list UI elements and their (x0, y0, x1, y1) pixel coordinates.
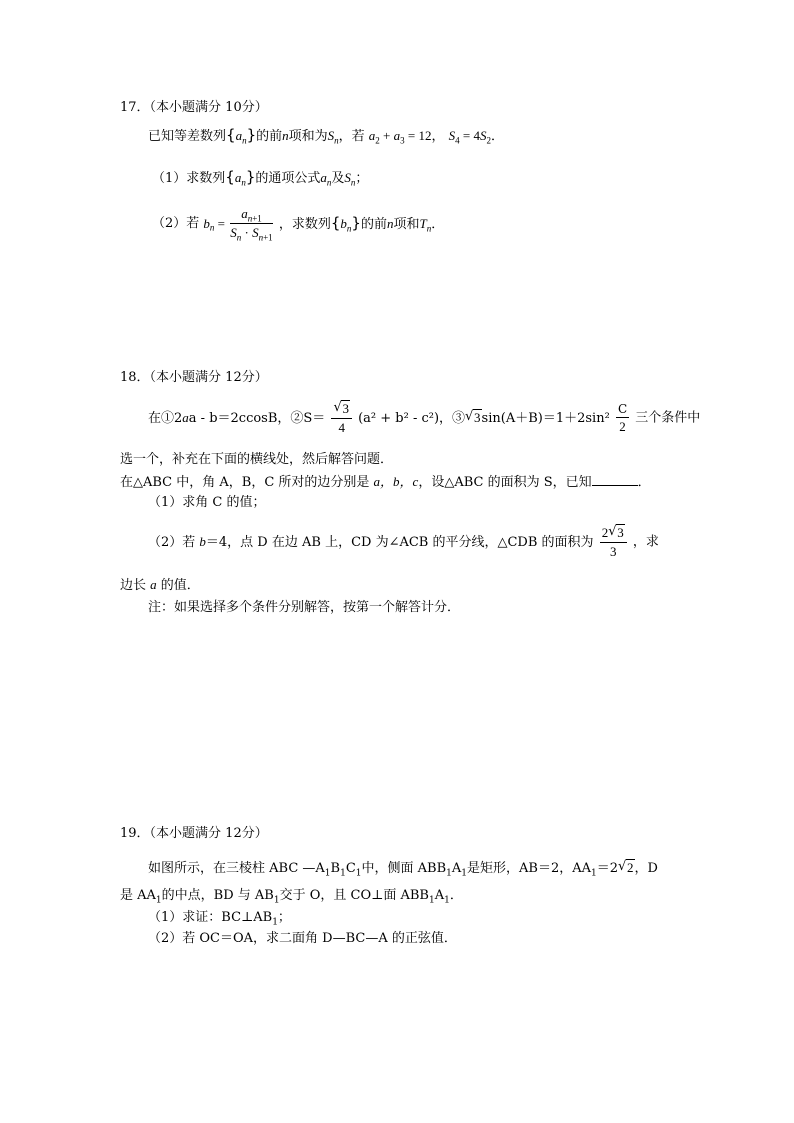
q18-line3: 在△ABC 中，角 A，B，C 所对的边分别是 a，b，c，设△ABC 的面积为 S，已知 ． (120, 474, 651, 490)
q17-stem: 已知等差数列$\{a_n\}$的前n项和为$S_n$，若 $a_2 + a_3 = 12$， $S_4 = 4S_2$． (148, 126, 504, 146)
q18-note: 注：如果选择多个条件分别解答，按第一个解答计分． (148, 600, 461, 615)
q17-part2: （2）若 $b_n$ = $\frac{a_{n+1}}{S_n \cdot S_{n+1}}$ ，求数列$\{b_n\}$的前n项和$T_n$． (152, 206, 445, 243)
q18-line6: 边长 a 的值． (120, 577, 200, 593)
q19-part2: （2）若 OC＝OA，求二面角 D—BC—A 的正弦值． (148, 931, 457, 946)
q18-line2: 选一个，补充在下面的横线处，然后解答问题． (120, 452, 394, 467)
q17-fraction: $\frac{a_{n+1}}{S_n \cdot S_{n+1}}$ (230, 206, 273, 243)
q18-frac-sqrt3-over-4: √ 3 4 (331, 402, 352, 434)
q19-line2: 是 $AA_1$的中点，BD 与 $AB_1$交于 O，且 CO⊥面 $ABB_1A_1$． (120, 888, 463, 906)
q18-frac-C-over-2: $\frac{C}{2}$ (617, 402, 628, 434)
q18-heading: 18．（本小题满分 12分） (120, 370, 268, 385)
q18-frac-2sqrt3-over-3: 2 √ 3 3 (600, 526, 627, 558)
q19-line1: 如图所示，在三棱柱 ABC $—A_1B_1C_1$中，侧面 $ABB_1A_1$是矩形，AB＝2，$AA_1=2$ √ 2，D (148, 859, 658, 879)
q17-part1: （1）求数列$\{a_n\}$的通项公式$a_n$及$S_n$； (152, 168, 369, 188)
q18-part2: （2）若 b＝4，点 D 在边 AB 上，CD 为∠ACB 的平分线，△CDB 的面积为 2 √ 3 3 ，求 (148, 524, 659, 559)
q19-heading: 19．（本小题满分 12分） (120, 826, 268, 841)
answer-blank (592, 474, 638, 486)
q17-heading: 17．（本小题满分 10分） (120, 100, 268, 115)
q18-conditions: 在①2aa - b＝2ccosB，②S＝ √ 3 4 (a² + b² - c²)，③ √ 3sin(A＋B)＝1＋2sin² $\frac{C}{2}$ 三个条件中 (148, 400, 701, 435)
q19-part1: （1）求证：$BC\perp AB_1$； (148, 910, 291, 928)
q18-part1: （1）求角 C 的值； (148, 495, 266, 510)
